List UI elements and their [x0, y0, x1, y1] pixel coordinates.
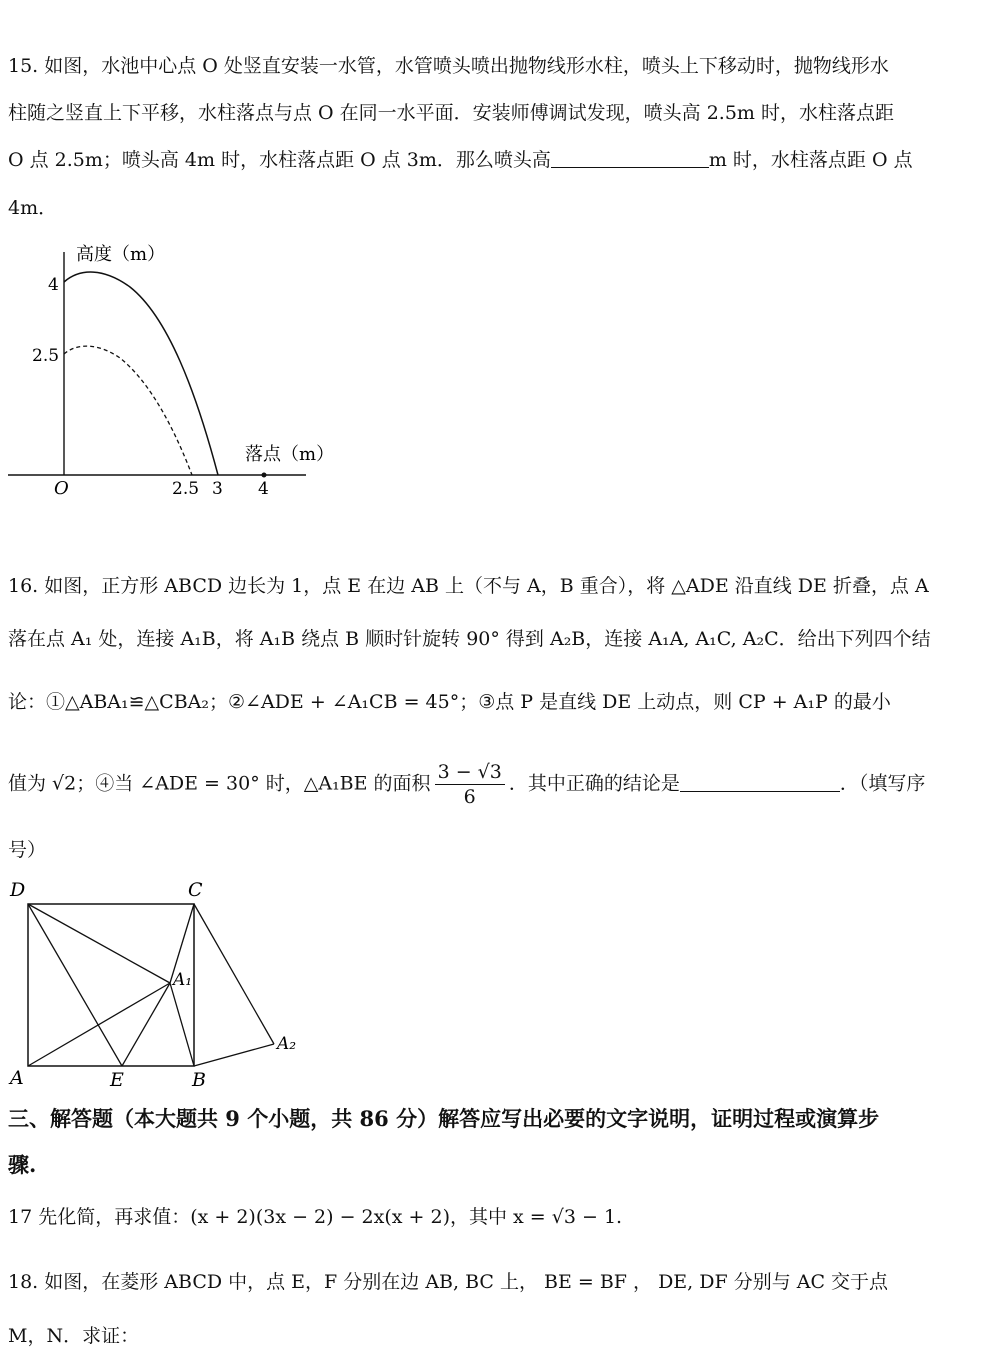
y-tick-4: 4	[48, 275, 59, 295]
q16-line-3: 论：①△ABA₁≌△CBA₂；②∠ADE + ∠A₁CB = 45°；③点 P 是直线 DE 上动点，则 CP + A₁P 的最小	[8, 691, 891, 713]
q15-parabola-graph	[0, 232, 360, 502]
label-a2: A₂	[277, 1034, 297, 1054]
x-tick-3: 3	[212, 479, 223, 499]
q16-line-4	[8, 760, 925, 809]
q15-line-3-start: O 点 2.5m；喷头高 4m 时，水柱落点距 O 点 3m．那么喷头高	[8, 149, 551, 171]
segment-a-a1	[28, 983, 170, 1066]
section-3-heading: 三、解答题（本大题共 9 个小题，共 86 分）解答应写出必要的文字说明，证明过程或演算步	[8, 1106, 880, 1131]
q16-line-4-end: ．（填写序	[839, 772, 926, 795]
x-tick-2-5: 2.5	[172, 479, 200, 499]
segment-c-a2	[194, 904, 274, 1044]
segment-b-a2	[194, 1044, 274, 1066]
q16-answer-blank[interactable]	[680, 773, 840, 792]
label-b: B	[192, 1069, 206, 1091]
x-tick-4: 4	[258, 479, 269, 499]
label-c: C	[188, 879, 203, 901]
segment-e-a1	[122, 983, 170, 1066]
q16-line-4-start: 值为 √2；④当 ∠ADE = 30° 时，△A₁BE 的面积	[8, 772, 431, 795]
q15-line-2: 柱随之竖直上下平移，水柱落点与点 O 在同一水平面．安装师傅调试发现，喷头高 2.5m 时，水柱落点距	[8, 102, 894, 124]
y-tick-2-5: 2.5	[32, 346, 60, 366]
label-e: E	[110, 1069, 124, 1091]
parabola-2-5m	[64, 346, 192, 475]
q15-answer-blank[interactable]	[551, 149, 709, 168]
q16-line-4-mid: ．其中正确的结论是	[508, 772, 680, 795]
area-fraction	[435, 760, 505, 809]
point-4	[262, 473, 267, 478]
q16-line-5: 号）	[8, 839, 47, 861]
fraction-numerator: 3 − √3	[435, 760, 505, 785]
q15-line-3	[8, 148, 913, 172]
label-d: D	[10, 879, 26, 901]
fraction-denominator: 6	[463, 786, 476, 808]
q15-line-4: 4m．	[8, 197, 58, 219]
label-a1: A₁	[173, 970, 193, 990]
q16-line-2: 落在点 A₁ 处，连接 A₁B，将 A₁B 绕点 B 顺时针旋转 90° 得到 A₂B，连接 A₁A, A₁C, A₂C．给出下列四个结	[8, 628, 931, 650]
label-a: A	[10, 1067, 24, 1089]
origin-label: O	[54, 478, 69, 499]
segment-a1-b	[170, 983, 194, 1066]
q16-square-figure	[0, 872, 320, 1094]
y-axis-title: 高度（m）	[76, 244, 166, 265]
q18-line-2: M，N．求证：	[8, 1325, 140, 1347]
segment-d-e	[28, 904, 122, 1066]
segment-d-a1	[28, 904, 170, 983]
q16-line-1: 16. 如图，正方形 ABCD 边长为 1，点 E 在边 AB 上（不与 A，B 重合），将 △ADE 沿直线 DE 折叠，点 A	[8, 575, 929, 597]
q17-text: 17 先化简，再求值：(x + 2)(3x − 2) − 2x(x + 2)，其中 x = √3 − 1.	[8, 1206, 623, 1228]
x-axis-title: 落点（m）	[245, 444, 335, 465]
q15-line-3-end: m 时，水柱落点距 O 点	[708, 149, 913, 171]
parabola-4m	[64, 272, 218, 475]
q18-line-1: 18. 如图，在菱形 ABCD 中，点 E，F 分别在边 AB, BC 上， BE = BF ， DE, DF 分别与 AC 交于点	[8, 1271, 889, 1293]
section-3-heading-cont: 骤.	[8, 1152, 37, 1177]
q15-line-1: 15. 如图，水池中心点 O 处竖直安装一水管，水管喷头喷出抛物线形水柱，喷头上下移动时，抛物线形水	[8, 55, 889, 77]
